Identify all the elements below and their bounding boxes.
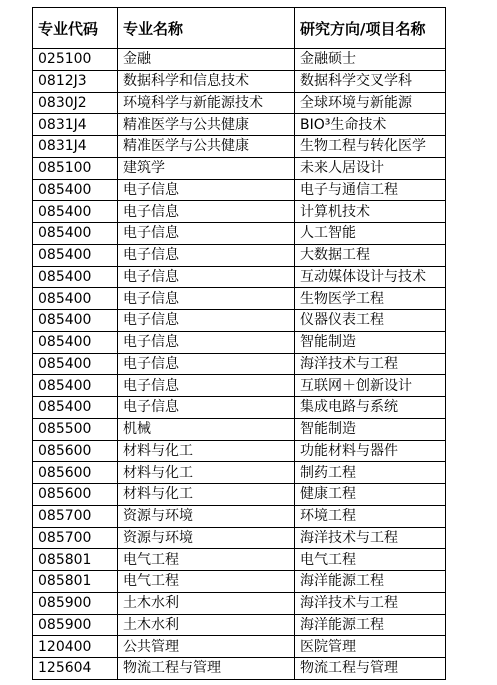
program-name-cell: 机械 [118, 418, 295, 440]
research-direction-cell: 全球环境与新能源 [295, 92, 446, 114]
research-direction-cell: 互动媒体设计与技术 [295, 266, 446, 288]
research-direction-cell: 海洋技术与工程 [295, 527, 446, 549]
research-direction-cell: 物流工程与管理 [295, 658, 446, 680]
program-code-cell: 085400 [33, 179, 118, 201]
research-direction-cell: 电气工程 [295, 549, 446, 571]
program-code-cell: 085400 [33, 375, 118, 397]
table-row [33, 397, 446, 419]
table-row [33, 505, 446, 527]
table-row [33, 223, 446, 245]
research-direction-cell: 海洋能源工程 [295, 614, 446, 636]
table-row [33, 70, 446, 92]
program-name-cell: 电子信息 [118, 375, 295, 397]
program-code-cell: 085400 [33, 397, 118, 419]
table-row [33, 179, 446, 201]
program-name-cell: 建筑学 [118, 157, 295, 179]
research-direction-cell: 智能制造 [295, 418, 446, 440]
program-name-cell: 土木水利 [118, 592, 295, 614]
program-code-cell: 085600 [33, 462, 118, 484]
table-row [33, 658, 446, 680]
header-program-name: 专业名称 [118, 8, 295, 49]
program-name-cell: 电子信息 [118, 201, 295, 223]
table-row [33, 418, 446, 440]
table-row [33, 636, 446, 658]
header-research-direction: 研究方向/项目名称 [295, 8, 446, 49]
research-direction-cell: 制药工程 [295, 462, 446, 484]
program-name-cell: 电子信息 [118, 244, 295, 266]
program-code-cell: 085400 [33, 353, 118, 375]
program-code-cell: 085600 [33, 440, 118, 462]
table-row [33, 440, 446, 462]
program-code-cell: 085900 [33, 592, 118, 614]
program-code-cell: 0831J4 [33, 114, 118, 136]
program-code-cell: 085700 [33, 527, 118, 549]
table-row [33, 592, 446, 614]
table-row [33, 201, 446, 223]
table-header-row [33, 8, 446, 49]
program-name-cell: 电子信息 [118, 397, 295, 419]
table-row [33, 244, 446, 266]
table-row [33, 288, 446, 310]
research-direction-cell: 金融硕士 [295, 49, 446, 71]
program-name-cell: 物流工程与管理 [118, 658, 295, 680]
table-row [33, 331, 446, 353]
table-body [33, 49, 446, 680]
program-code-cell: 0831J4 [33, 136, 118, 158]
program-name-cell: 电子信息 [118, 310, 295, 332]
research-direction-cell: BIO³生命技术 [295, 114, 446, 136]
program-name-cell: 金融 [118, 49, 295, 71]
table-row [33, 92, 446, 114]
table-row [33, 310, 446, 332]
program-name-cell: 资源与环境 [118, 527, 295, 549]
table-row [33, 527, 446, 549]
research-direction-cell: 生物工程与转化医学 [295, 136, 446, 158]
table-row [33, 353, 446, 375]
program-name-cell: 电子信息 [118, 353, 295, 375]
program-code-cell: 085700 [33, 505, 118, 527]
program-code-cell: 0830J2 [33, 92, 118, 114]
table-row [33, 571, 446, 593]
program-name-cell: 环境科学与新能源技术 [118, 92, 295, 114]
table-row [33, 266, 446, 288]
research-direction-cell: 数据科学交叉学科 [295, 70, 446, 92]
program-name-cell: 土木水利 [118, 614, 295, 636]
program-name-cell: 材料与化工 [118, 484, 295, 506]
research-direction-cell: 生物医学工程 [295, 288, 446, 310]
program-code-cell: 085400 [33, 223, 118, 245]
program-name-cell: 资源与环境 [118, 505, 295, 527]
program-code-cell: 085100 [33, 157, 118, 179]
table-row [33, 484, 446, 506]
program-code-cell: 085500 [33, 418, 118, 440]
research-direction-cell: 人工智能 [295, 223, 446, 245]
program-name-cell: 材料与化工 [118, 440, 295, 462]
program-name-cell: 电子信息 [118, 223, 295, 245]
program-code-cell: 085400 [33, 201, 118, 223]
program-code-cell: 025100 [33, 49, 118, 71]
program-code-cell: 085600 [33, 484, 118, 506]
research-direction-cell: 海洋能源工程 [295, 571, 446, 593]
research-direction-cell: 健康工程 [295, 484, 446, 506]
research-direction-cell: 计算机技术 [295, 201, 446, 223]
table-row [33, 114, 446, 136]
table-row [33, 614, 446, 636]
program-code-cell: 085400 [33, 244, 118, 266]
table-row [33, 462, 446, 484]
program-name-cell: 公共管理 [118, 636, 295, 658]
program-code-cell: 120400 [33, 636, 118, 658]
program-name-cell: 精准医学与公共健康 [118, 114, 295, 136]
program-name-cell: 电子信息 [118, 179, 295, 201]
research-direction-cell: 电子与通信工程 [295, 179, 446, 201]
program-code-cell: 085801 [33, 571, 118, 593]
program-name-cell: 电气工程 [118, 571, 295, 593]
program-name-cell: 电气工程 [118, 549, 295, 571]
table-row [33, 549, 446, 571]
program-name-cell: 数据科学和信息技术 [118, 70, 295, 92]
program-name-cell: 电子信息 [118, 288, 295, 310]
research-direction-cell: 大数据工程 [295, 244, 446, 266]
research-direction-cell: 环境工程 [295, 505, 446, 527]
table-row [33, 136, 446, 158]
program-code-cell: 0812J3 [33, 70, 118, 92]
research-direction-cell: 仪器仪表工程 [295, 310, 446, 332]
program-code-cell: 125604 [33, 658, 118, 680]
research-direction-cell: 医院管理 [295, 636, 446, 658]
header-program-code: 专业代码 [33, 8, 118, 49]
research-direction-cell: 未来人居设计 [295, 157, 446, 179]
program-code-cell: 085801 [33, 549, 118, 571]
research-direction-cell: 海洋技术与工程 [295, 353, 446, 375]
program-name-cell: 精准医学与公共健康 [118, 136, 295, 158]
research-direction-cell: 智能制造 [295, 331, 446, 353]
table-row [33, 49, 446, 71]
program-code-cell: 085400 [33, 288, 118, 310]
research-direction-cell: 集成电路与系统 [295, 397, 446, 419]
program-table [32, 7, 446, 680]
program-code-cell: 085400 [33, 331, 118, 353]
program-name-cell: 电子信息 [118, 266, 295, 288]
program-name-cell: 材料与化工 [118, 462, 295, 484]
program-code-cell: 085900 [33, 614, 118, 636]
table-row [33, 375, 446, 397]
program-code-cell: 085400 [33, 266, 118, 288]
research-direction-cell: 功能材料与器件 [295, 440, 446, 462]
research-direction-cell: 互联网＋创新设计 [295, 375, 446, 397]
program-code-cell: 085400 [33, 310, 118, 332]
program-name-cell: 电子信息 [118, 331, 295, 353]
research-direction-cell: 海洋技术与工程 [295, 592, 446, 614]
table-row [33, 157, 446, 179]
